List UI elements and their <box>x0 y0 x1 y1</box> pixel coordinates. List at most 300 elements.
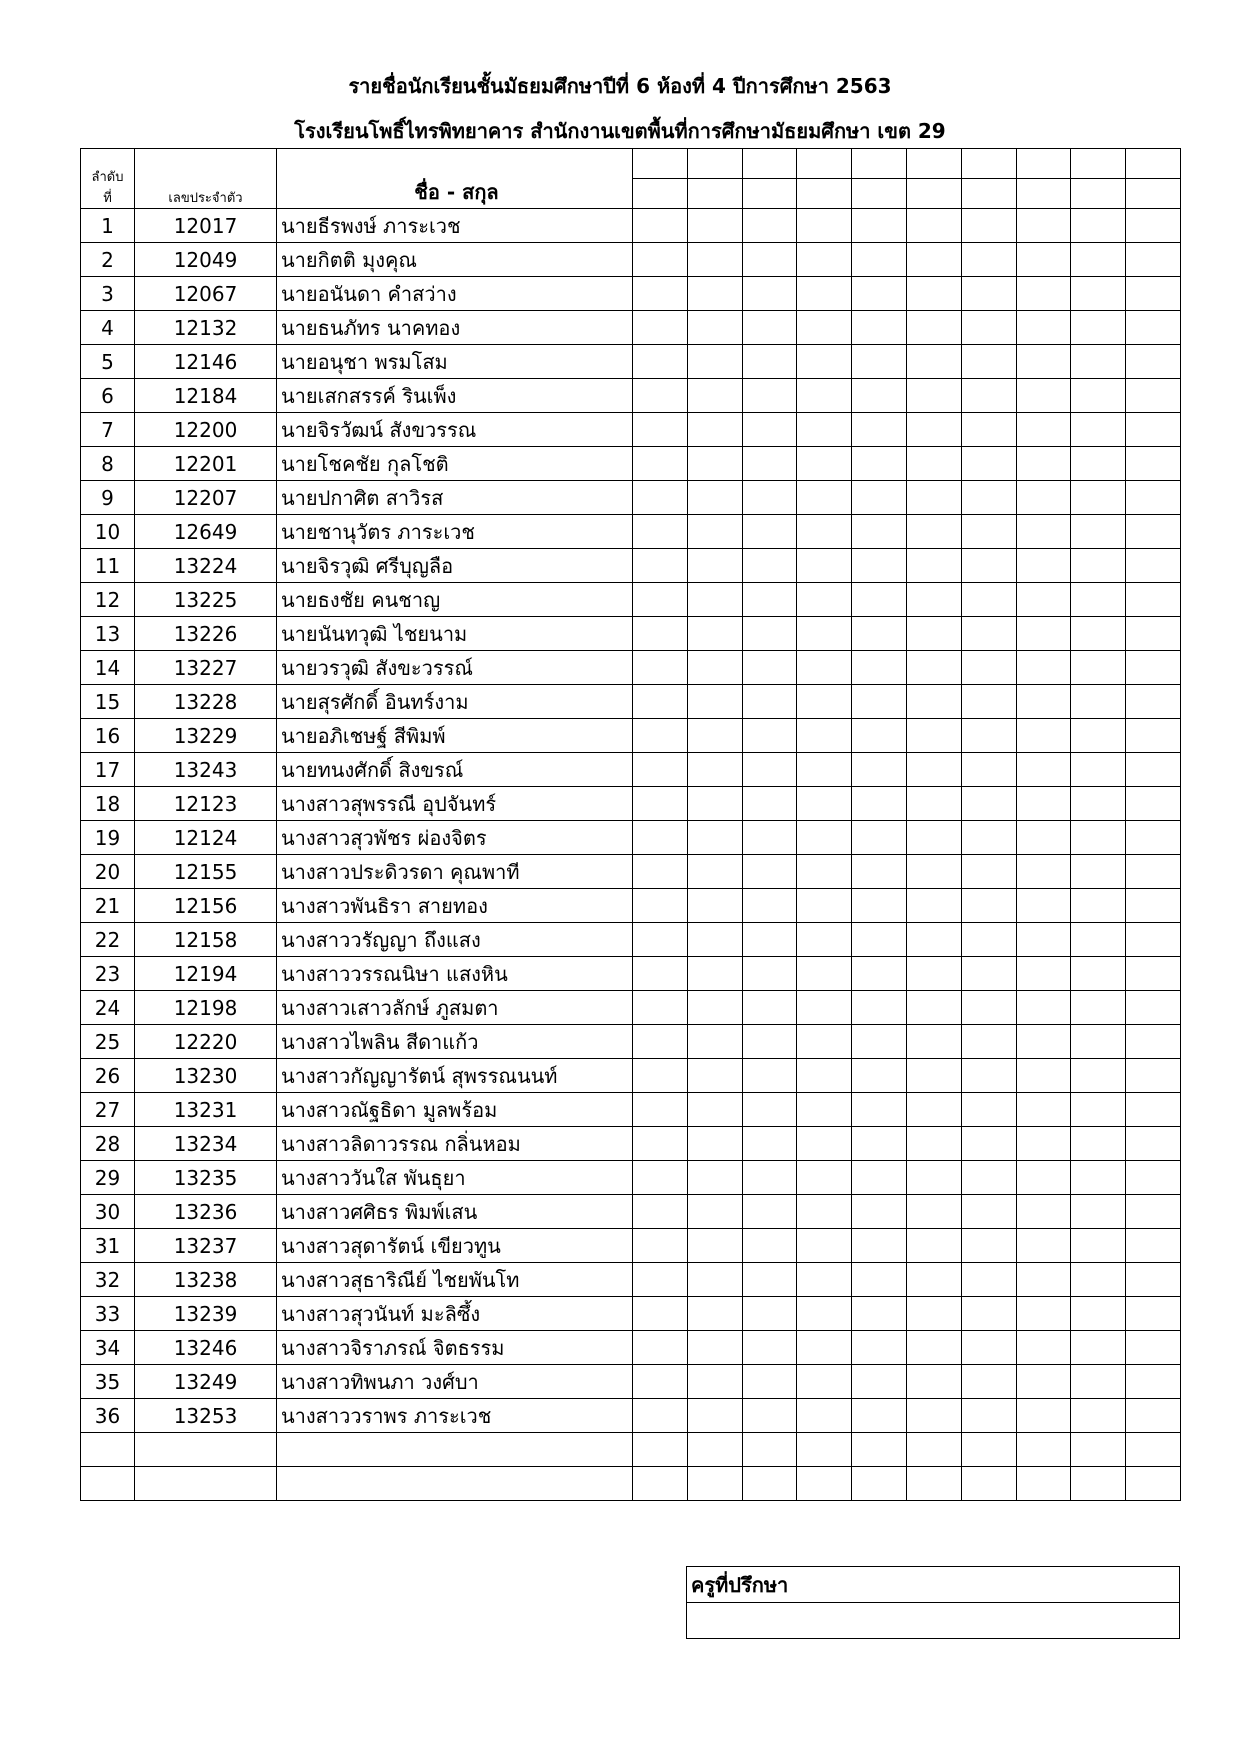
blank-cell <box>906 753 961 787</box>
table-row <box>81 923 1181 957</box>
blank-cell <box>1016 651 1071 685</box>
table-row <box>81 515 1181 549</box>
blank-cell <box>1126 413 1181 447</box>
blank-cell <box>797 1433 852 1467</box>
blank-cell <box>797 549 852 583</box>
blank-cell <box>1071 957 1126 991</box>
blank-cell <box>906 515 961 549</box>
blank-header-cell <box>961 179 1016 209</box>
blank-cell <box>961 1331 1016 1365</box>
blank-cell <box>687 1195 742 1229</box>
blank-cell <box>1016 1093 1071 1127</box>
blank-cell <box>852 277 907 311</box>
blank-cell <box>633 379 688 413</box>
blank-cell <box>797 379 852 413</box>
blank-cell <box>742 1161 797 1195</box>
blank-cell <box>1071 311 1126 345</box>
blank-cell <box>1071 1127 1126 1161</box>
blank-cell <box>687 243 742 277</box>
blank-cell <box>742 855 797 889</box>
blank-cell <box>961 719 1016 753</box>
blank-cell <box>742 1297 797 1331</box>
blank-cell <box>906 617 961 651</box>
blank-cell <box>1126 685 1181 719</box>
blank-cell <box>906 787 961 821</box>
blank-cell <box>1016 719 1071 753</box>
blank-cell <box>742 787 797 821</box>
blank-cell <box>906 1433 961 1467</box>
blank-cell <box>1071 1025 1126 1059</box>
blank-cell <box>1016 821 1071 855</box>
blank-cell <box>687 1399 742 1433</box>
blank-cell <box>742 1127 797 1161</box>
blank-cell <box>1071 923 1126 957</box>
row-number: 29 <box>81 1161 135 1195</box>
blank-cell <box>687 787 742 821</box>
blank-cell <box>1071 617 1126 651</box>
blank-cell <box>633 753 688 787</box>
blank-cell <box>633 1229 688 1263</box>
table-row <box>81 311 1181 345</box>
advisor-box <box>686 1566 1180 1639</box>
blank-cell <box>742 447 797 481</box>
table-row <box>81 651 1181 685</box>
blank-cell <box>687 1127 742 1161</box>
blank-cell <box>1016 617 1071 651</box>
blank-cell <box>1071 1365 1126 1399</box>
blank-cell <box>742 1365 797 1399</box>
blank-cell <box>906 1161 961 1195</box>
student-id: 12184 <box>135 379 277 413</box>
blank-cell <box>797 243 852 277</box>
row-number: 20 <box>81 855 135 889</box>
blank-cell <box>1071 1161 1126 1195</box>
blank-cell <box>797 1059 852 1093</box>
blank-cell <box>852 685 907 719</box>
blank-cell <box>1126 1093 1181 1127</box>
blank-cell <box>633 311 688 345</box>
blank-cell <box>1016 277 1071 311</box>
blank-cell <box>742 549 797 583</box>
blank-cell <box>633 515 688 549</box>
blank-cell <box>687 1297 742 1331</box>
table-row <box>81 719 1181 753</box>
blank-cell <box>742 821 797 855</box>
blank-cell <box>687 821 742 855</box>
blank-cell <box>797 1399 852 1433</box>
student-name: นายธงชัย คนชาญ <box>277 583 633 617</box>
blank-header-cell <box>1126 149 1181 179</box>
student-name: นางสาววราพร ภาระเวช <box>277 1399 633 1433</box>
blank-cell <box>961 277 1016 311</box>
blank-cell <box>797 1297 852 1331</box>
blank-cell <box>633 447 688 481</box>
blank-cell <box>1071 753 1126 787</box>
blank-cell <box>687 1093 742 1127</box>
table-row <box>81 277 1181 311</box>
blank-cell <box>1016 1195 1071 1229</box>
blank-cell <box>742 923 797 957</box>
blank-cell <box>852 889 907 923</box>
blank-cell <box>1126 651 1181 685</box>
table-row <box>81 379 1181 413</box>
blank-cell <box>852 719 907 753</box>
blank-cell <box>906 991 961 1025</box>
table-row <box>81 1331 1181 1365</box>
student-id: 13236 <box>135 1195 277 1229</box>
table-row <box>81 1229 1181 1263</box>
student-id: 13228 <box>135 685 277 719</box>
blank-cell <box>961 549 1016 583</box>
student-name: นายธนภัทร นาคทอง <box>277 311 633 345</box>
column-header-no-line1: ลำดับ <box>91 170 124 185</box>
blank-cell <box>906 209 961 243</box>
blank-cell <box>633 481 688 515</box>
student-name: นายนันทวุฒิ ไชยนาม <box>277 617 633 651</box>
student-id: 13235 <box>135 1161 277 1195</box>
blank-cell <box>633 787 688 821</box>
blank-cell <box>906 821 961 855</box>
blank-cell <box>687 923 742 957</box>
blank-cell <box>1071 1467 1126 1501</box>
blank-cell <box>1016 1433 1071 1467</box>
blank-cell <box>1071 1331 1126 1365</box>
blank-cell <box>1071 549 1126 583</box>
blank-cell <box>797 787 852 821</box>
blank-cell <box>852 1467 907 1501</box>
blank-cell <box>687 515 742 549</box>
blank-cell <box>906 413 961 447</box>
table-row <box>81 1059 1181 1093</box>
blank-cell <box>633 991 688 1025</box>
blank-cell <box>906 243 961 277</box>
blank-cell <box>633 549 688 583</box>
blank-cell <box>797 209 852 243</box>
blank-cell <box>906 1365 961 1399</box>
blank-cell <box>961 1263 1016 1297</box>
student-id: 12017 <box>135 209 277 243</box>
student-id: 13234 <box>135 1127 277 1161</box>
blank-cell <box>852 379 907 413</box>
blank-cell <box>961 379 1016 413</box>
blank-cell <box>961 1433 1016 1467</box>
blank-cell <box>797 753 852 787</box>
blank-cell <box>1071 583 1126 617</box>
student-id: 13231 <box>135 1093 277 1127</box>
blank-header-cell <box>852 179 907 209</box>
blank-header-cell <box>1126 179 1181 209</box>
student-name: นางสาวสุธาริณีย์ ไชยพันโท <box>277 1263 633 1297</box>
blank-cell <box>852 447 907 481</box>
table-row <box>81 685 1181 719</box>
blank-cell <box>961 651 1016 685</box>
student-id: 12049 <box>135 243 277 277</box>
blank-cell <box>1016 957 1071 991</box>
blank-cell <box>961 447 1016 481</box>
table-row <box>81 1025 1181 1059</box>
blank-cell <box>1016 1331 1071 1365</box>
blank-cell <box>1016 685 1071 719</box>
student-name: นางสาววรรณนิษา แสงหิน <box>277 957 633 991</box>
blank-header-cell <box>633 149 688 179</box>
blank-cell <box>797 1161 852 1195</box>
blank-cell <box>852 1127 907 1161</box>
blank-cell <box>742 481 797 515</box>
student-id: 13243 <box>135 753 277 787</box>
blank-cell <box>1071 855 1126 889</box>
blank-cell <box>1126 787 1181 821</box>
blank-cell <box>1071 685 1126 719</box>
blank-cell <box>1126 549 1181 583</box>
blank-cell <box>961 1365 1016 1399</box>
blank-cell <box>1126 753 1181 787</box>
student-id: 12194 <box>135 957 277 991</box>
table-row <box>81 1127 1181 1161</box>
row-number: 19 <box>81 821 135 855</box>
blank-cell <box>742 243 797 277</box>
blank-cell <box>961 957 1016 991</box>
column-header-id: เลขประจำตัว <box>135 149 277 209</box>
blank-cell <box>797 651 852 685</box>
blank-cell <box>1016 1399 1071 1433</box>
student-id <box>135 1433 277 1467</box>
student-id: 13225 <box>135 583 277 617</box>
student-name: นายโชคชัย กุลโชติ <box>277 447 633 481</box>
blank-cell <box>906 1467 961 1501</box>
blank-cell <box>852 1229 907 1263</box>
table-row <box>81 753 1181 787</box>
student-id: 13238 <box>135 1263 277 1297</box>
blank-cell <box>742 277 797 311</box>
blank-cell <box>1126 311 1181 345</box>
blank-cell <box>1016 379 1071 413</box>
blank-cell <box>852 957 907 991</box>
row-number: 6 <box>81 379 135 413</box>
blank-cell <box>797 923 852 957</box>
blank-cell <box>1071 1093 1126 1127</box>
blank-cell <box>852 583 907 617</box>
student-name: นางสาวลิดาวรรณ กลิ่นหอม <box>277 1127 633 1161</box>
blank-header-cell <box>906 149 961 179</box>
student-name: นางสาวจิราภรณ์ จิตธรรม <box>277 1331 633 1365</box>
blank-cell <box>797 1229 852 1263</box>
row-number: 17 <box>81 753 135 787</box>
blank-cell <box>1071 889 1126 923</box>
blank-cell <box>961 413 1016 447</box>
blank-cell <box>742 617 797 651</box>
row-number: 3 <box>81 277 135 311</box>
blank-cell <box>742 311 797 345</box>
student-name: นางสาวพันธิรา สายทอง <box>277 889 633 923</box>
row-number <box>81 1433 135 1467</box>
blank-cell <box>961 1195 1016 1229</box>
student-id: 12201 <box>135 447 277 481</box>
advisor-label: ครูที่ปรึกษา <box>687 1567 1180 1603</box>
blank-cell <box>797 345 852 379</box>
blank-cell <box>742 583 797 617</box>
student-id: 12156 <box>135 889 277 923</box>
blank-cell <box>797 1093 852 1127</box>
blank-cell <box>961 311 1016 345</box>
blank-cell <box>906 651 961 685</box>
blank-cell <box>852 515 907 549</box>
blank-cell <box>1071 719 1126 753</box>
column-header-name: ชื่อ - สกุล <box>277 149 633 209</box>
blank-cell <box>687 209 742 243</box>
blank-cell <box>742 1263 797 1297</box>
blank-cell <box>852 345 907 379</box>
blank-cell <box>1126 719 1181 753</box>
student-id: 12132 <box>135 311 277 345</box>
blank-cell <box>742 1399 797 1433</box>
row-number: 28 <box>81 1127 135 1161</box>
blank-cell <box>797 821 852 855</box>
row-number: 31 <box>81 1229 135 1263</box>
blank-cell <box>742 685 797 719</box>
blank-cell <box>1126 1059 1181 1093</box>
student-name: นายวรวุฒิ สังขะวรรณ์ <box>277 651 633 685</box>
blank-cell <box>1016 515 1071 549</box>
blank-cell <box>906 889 961 923</box>
blank-cell <box>797 583 852 617</box>
blank-cell <box>1126 379 1181 413</box>
blank-cell <box>1016 1263 1071 1297</box>
table-row <box>81 481 1181 515</box>
table-row <box>81 1297 1181 1331</box>
blank-cell <box>797 991 852 1025</box>
blank-cell <box>633 1195 688 1229</box>
blank-cell <box>687 685 742 719</box>
blank-cell <box>1016 447 1071 481</box>
blank-cell <box>1071 243 1126 277</box>
row-number: 30 <box>81 1195 135 1229</box>
table-row <box>81 413 1181 447</box>
blank-cell <box>687 957 742 991</box>
blank-cell <box>797 515 852 549</box>
student-name: นายธีรพงษ์ ภาระเวช <box>277 209 633 243</box>
blank-cell <box>687 1365 742 1399</box>
table-row <box>81 1093 1181 1127</box>
blank-header-cell <box>1071 179 1126 209</box>
student-id: 12067 <box>135 277 277 311</box>
blank-cell <box>961 583 1016 617</box>
blank-cell <box>961 617 1016 651</box>
blank-cell <box>852 1161 907 1195</box>
student-name: นางสาวศศิธร พิมพ์เสน <box>277 1195 633 1229</box>
blank-cell <box>852 1263 907 1297</box>
blank-cell <box>687 379 742 413</box>
blank-cell <box>797 413 852 447</box>
blank-cell <box>687 1433 742 1467</box>
blank-cell <box>633 1127 688 1161</box>
blank-header-cell <box>1071 149 1126 179</box>
blank-cell <box>687 1025 742 1059</box>
table-row <box>81 1399 1181 1433</box>
blank-cell <box>1071 651 1126 685</box>
blank-cell <box>687 889 742 923</box>
blank-cell <box>961 1161 1016 1195</box>
blank-cell <box>906 719 961 753</box>
blank-cell <box>1126 1025 1181 1059</box>
blank-cell <box>1126 1365 1181 1399</box>
blank-cell <box>1071 209 1126 243</box>
blank-cell <box>1016 1127 1071 1161</box>
blank-cell <box>961 1229 1016 1263</box>
blank-cell <box>852 1297 907 1331</box>
blank-cell <box>961 855 1016 889</box>
blank-cell <box>1016 855 1071 889</box>
blank-cell <box>1126 889 1181 923</box>
student-name <box>277 1433 633 1467</box>
blank-cell <box>1016 787 1071 821</box>
blank-cell <box>633 1161 688 1195</box>
blank-cell <box>633 1263 688 1297</box>
blank-cell <box>633 1025 688 1059</box>
blank-cell <box>961 515 1016 549</box>
blank-cell <box>961 345 1016 379</box>
blank-cell <box>961 821 1016 855</box>
row-number: 34 <box>81 1331 135 1365</box>
blank-cell <box>742 1059 797 1093</box>
student-id: 12200 <box>135 413 277 447</box>
blank-cell <box>1071 515 1126 549</box>
blank-cell <box>1126 209 1181 243</box>
blank-cell <box>906 1195 961 1229</box>
blank-header-cell <box>1016 149 1071 179</box>
column-header-no-line2: ที่ <box>103 191 112 206</box>
page-title: รายชื่อนักเรียนชั้นมัธยมศึกษาปีที่ 6 ห้องที่ 4 ปีการศึกษา 2563 <box>348 74 892 98</box>
blank-cell <box>852 821 907 855</box>
blank-cell <box>633 617 688 651</box>
blank-cell <box>687 447 742 481</box>
student-name: นายสุรศักดิ์ อินทร์งาม <box>277 685 633 719</box>
blank-cell <box>797 1263 852 1297</box>
header-row <box>81 149 1181 179</box>
blank-cell <box>742 379 797 413</box>
blank-cell <box>852 1365 907 1399</box>
blank-cell <box>687 1331 742 1365</box>
blank-cell <box>633 1433 688 1467</box>
blank-cell <box>852 311 907 345</box>
student-id: 13239 <box>135 1297 277 1331</box>
table-row <box>81 617 1181 651</box>
row-number: 26 <box>81 1059 135 1093</box>
blank-cell <box>1126 991 1181 1025</box>
student-name: นางสาวทิพนภา วงศ์บา <box>277 1365 633 1399</box>
row-number: 1 <box>81 209 135 243</box>
blank-cell <box>633 583 688 617</box>
row-number: 35 <box>81 1365 135 1399</box>
student-roster-table <box>80 148 1181 1501</box>
blank-cell <box>742 889 797 923</box>
student-name: นายทนงศักดิ์ สิงขรณ์ <box>277 753 633 787</box>
blank-cell <box>797 617 852 651</box>
blank-cell <box>906 379 961 413</box>
page-subtitle: โรงเรียนโพธิ์ไทรพิทยาคาร สำนักงานเขตพื้นที่การศึกษามัธยมศึกษา เขต 29 <box>294 119 946 143</box>
table-row <box>81 889 1181 923</box>
row-number: 32 <box>81 1263 135 1297</box>
blank-cell <box>961 481 1016 515</box>
blank-cell <box>852 209 907 243</box>
student-id <box>135 1467 277 1501</box>
row-number: 23 <box>81 957 135 991</box>
column-header-no <box>81 149 135 209</box>
table-row <box>81 787 1181 821</box>
blank-cell <box>633 889 688 923</box>
blank-cell <box>906 1059 961 1093</box>
table-row <box>81 209 1181 243</box>
blank-cell <box>687 1161 742 1195</box>
